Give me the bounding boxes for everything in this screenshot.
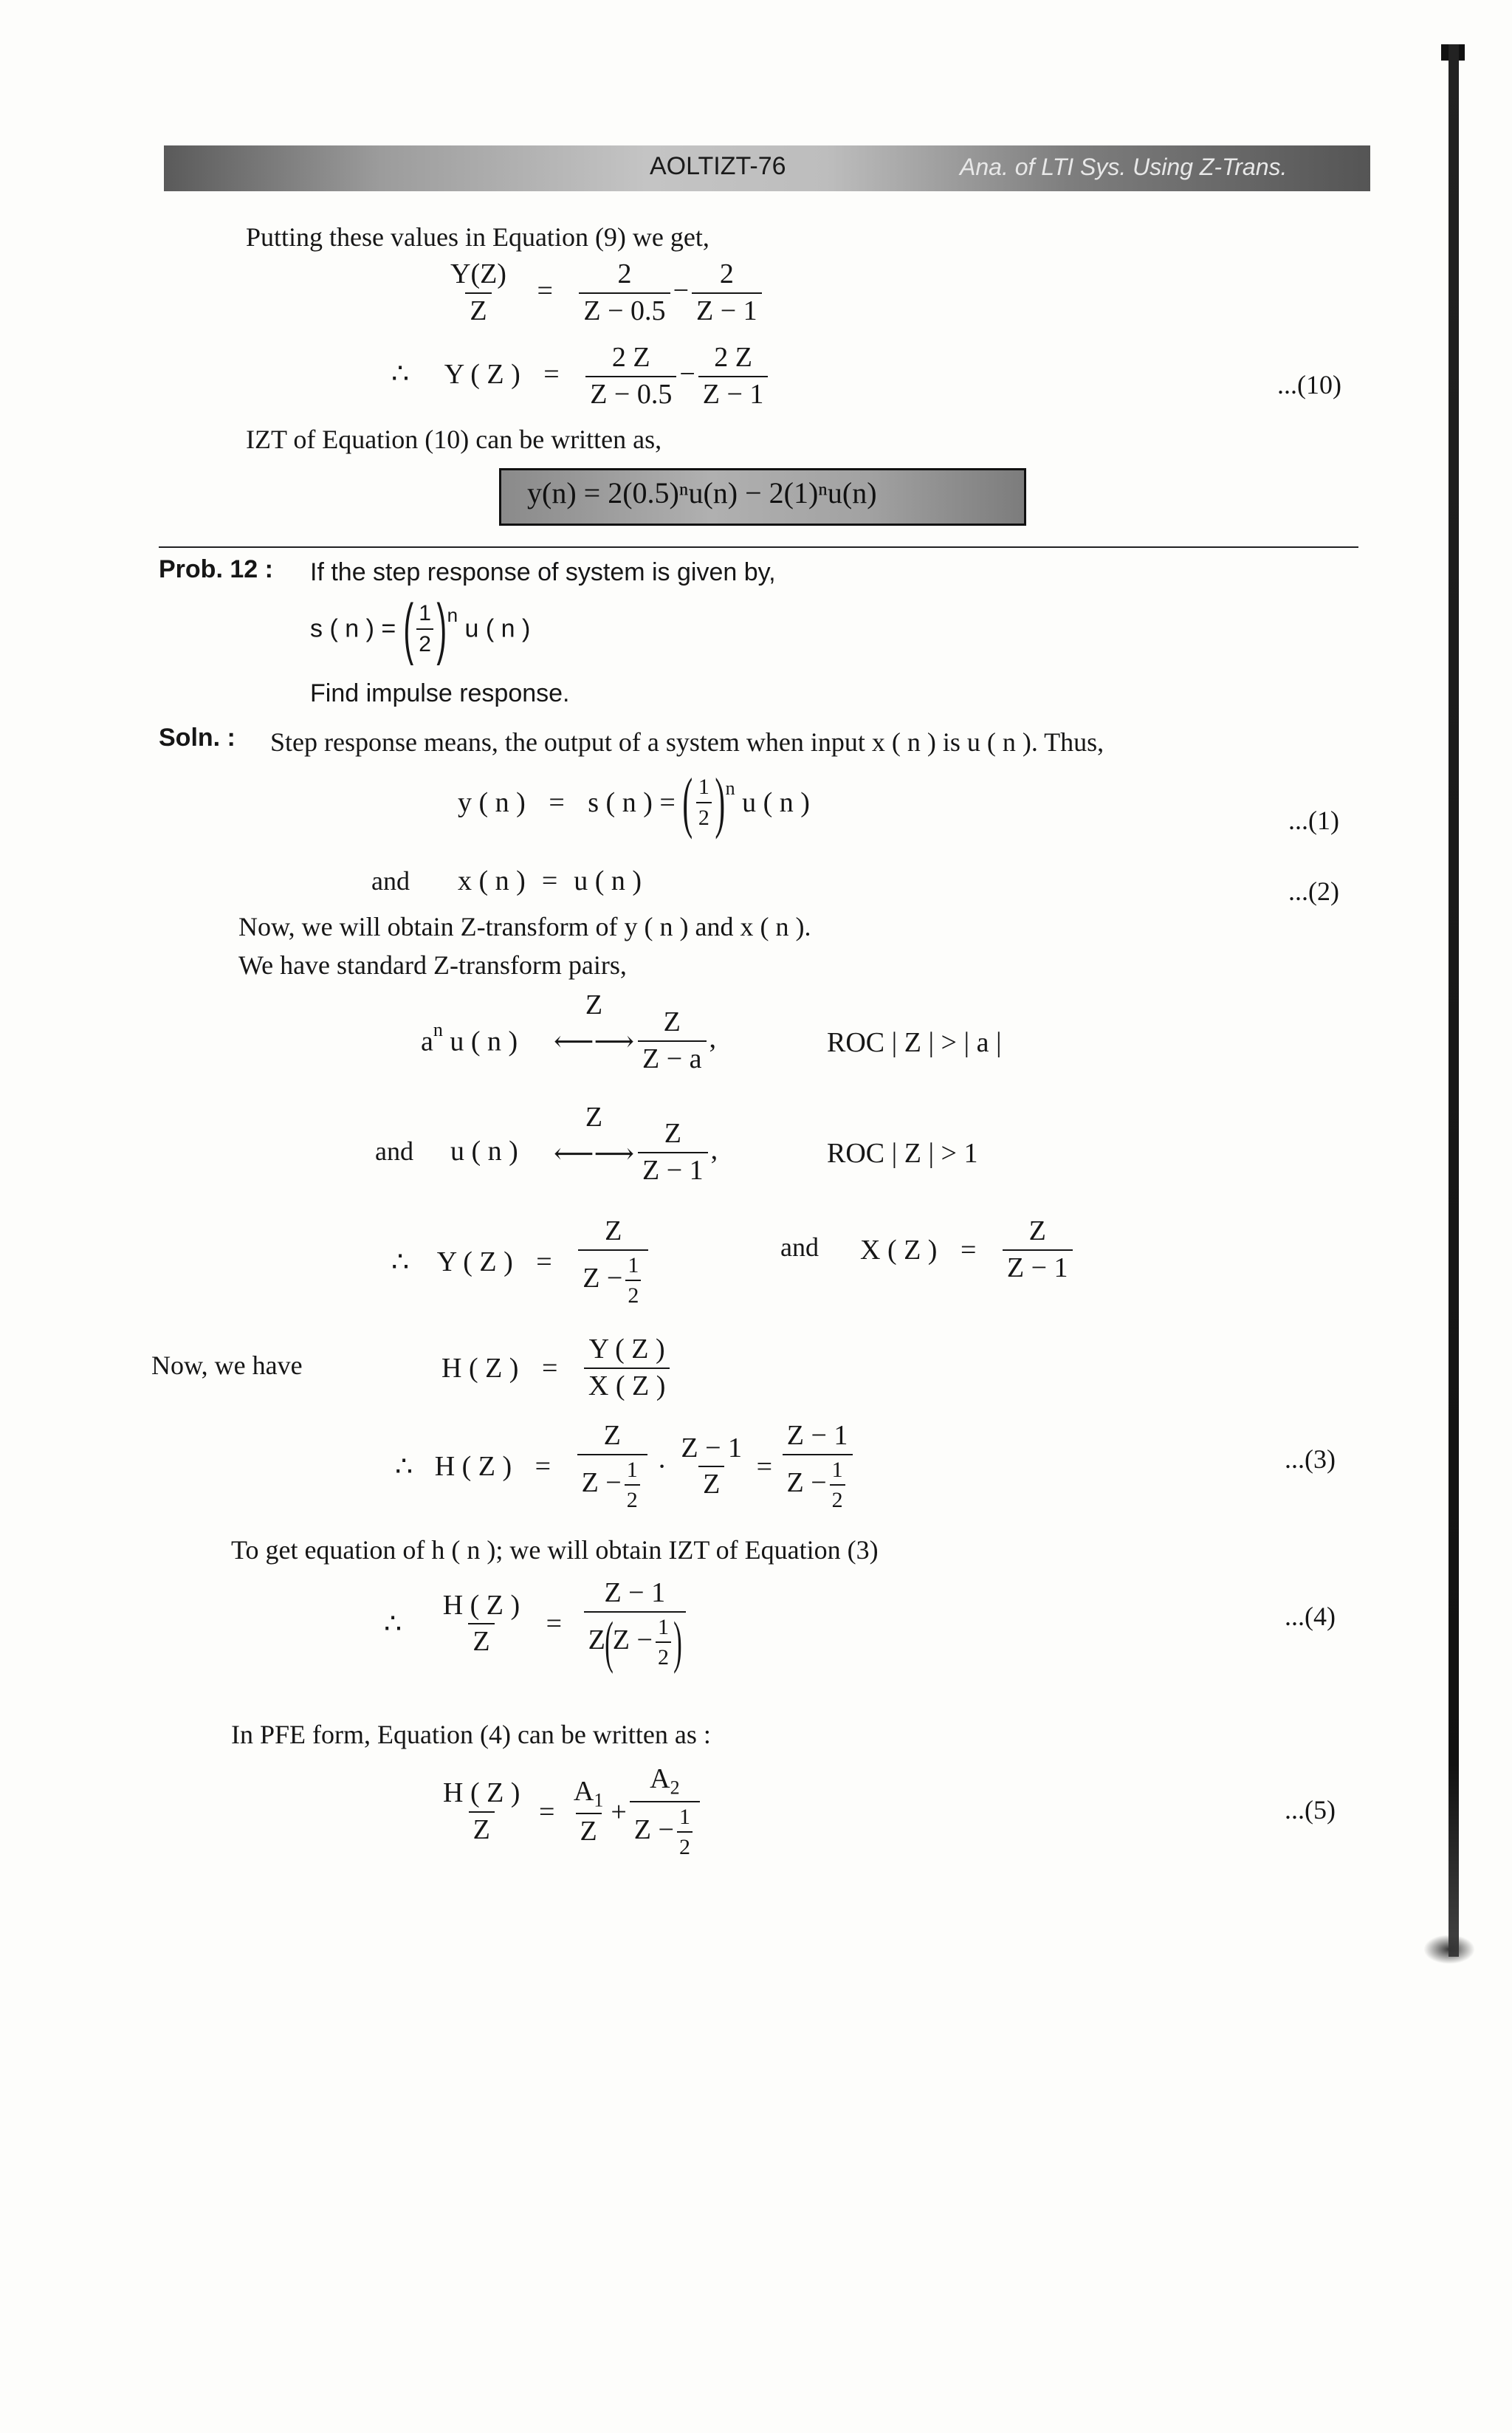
zt-pair-1-lhs: $a^n$ u ( n ): [421, 1019, 518, 1057]
equation-y-over-z: $\frac{Y(Z)}{Z}$ = $\frac{2}{Z - 0.5}$ − $\frac{2}{Z - 1}$: [443, 260, 765, 326]
solution-line-izt: To get equation of h ( n ); we will obtain IZT of Equation (3): [231, 1535, 879, 1565]
equation-1: y ( n ) = s ( n ) = ( $\frac{1}{2}$ )$^n$ u ( n ): [458, 764, 810, 840]
zt-pair-2-rhs: $\frac{Z}{Z - 1}$ ,: [635, 1119, 718, 1186]
equation-2: x ( n ) = u ( n ): [458, 865, 642, 896]
step-response-equation: s ( n ) = ( $\frac{1}{2}$ )$^n$ u ( n ): [310, 591, 531, 666]
solution-line-obtain: Now, we will obtain Z-transform of y ( n ) and x ( n ).: [238, 912, 811, 941]
equation-4: ∴ $\frac{H ( Z )}{Z}$ = Z − 1 Z(Z − $\frac{1}{2}$ ): [384, 1579, 689, 1670]
page-code: AOLTIZT-76: [650, 152, 786, 180]
roc-1: ROC | Z | > | a |: [827, 1027, 1002, 1058]
problem-find: Find impulse response.: [310, 679, 570, 707]
equation-y-of-z: ∴ Y ( Z ) = Z Z − $\frac{1}{2}$: [391, 1217, 651, 1308]
and-label-3: and: [780, 1232, 819, 1262]
equation-number-2: ...(2): [1288, 876, 1339, 906]
equation-x-of-z: X ( Z ) = $\frac{Z}{Z - 1}$: [860, 1217, 1076, 1283]
equation-number-4: ...(4): [1285, 1602, 1336, 1631]
page-edge-border: [1441, 44, 1463, 1957]
equation-3: ∴ H ( Z ) = Z Z − $\frac{1}{2}$ · $\frac{Z - 1}{Z}$ = Z − 1 Z − $\frac{1}{2}$: [395, 1421, 856, 1512]
equation-10: ∴ Y ( Z ) = $\frac{2 Z}{Z - 0.5}$ − $\frac{2 Z}{Z - 1}$: [391, 343, 771, 410]
zt-pair-2-lhs: u ( n ): [450, 1136, 518, 1167]
and-label-2: and: [375, 1136, 413, 1166]
zt-pair-2-arrow: Z ⟵⟶: [554, 1102, 634, 1170]
roc-2: ROC | Z | > 1: [827, 1138, 978, 1169]
running-title: Ana. of LTI Sys. Using Z-Trans.: [960, 154, 1288, 180]
solution-line-pairs: We have standard Z-transform pairs,: [238, 950, 627, 980]
problem-label: Prob. 12 :: [159, 555, 273, 583]
section-divider: [159, 546, 1358, 548]
problem-statement: If the step response of system is given by,: [310, 558, 776, 586]
zt-pair-1-arrow: Z ⟵⟶: [554, 989, 634, 1057]
and-label-1: and: [371, 866, 410, 896]
izt-text: IZT of Equation (10) can be written as,: [246, 425, 662, 454]
result-equation: y(n) = 2(0.5)ⁿu(n) − 2(1)ⁿu(n): [527, 476, 877, 509]
solution-label: Soln. :: [159, 724, 236, 752]
equation-number-10: ...(10): [1277, 370, 1341, 399]
zt-pair-1-rhs: $\frac{Z}{Z - a}$ ,: [635, 1008, 716, 1074]
equation-number-5: ...(5): [1285, 1795, 1336, 1825]
equation-number-1: ...(1): [1288, 806, 1339, 835]
equation-h-definition: H ( Z ) = $\frac{Y ( Z )}{X ( Z )}$: [441, 1335, 673, 1401]
solution-line-1: Step response means, the output of a system when input x ( n ) is u ( n ). Thus,: [270, 727, 1104, 757]
intro-text: Putting these values in Equation (9) we get,: [246, 222, 709, 252]
solution-line-pfe: In PFE form, Equation (4) can be written as :: [231, 1720, 711, 1749]
now-we-have-label: Now, we have: [151, 1351, 303, 1380]
equation-number-3: ...(3): [1285, 1444, 1336, 1474]
equation-5: $\frac{H ( Z )}{Z}$ = $\frac{A_1}{Z}$ + $A_2$ Z − $\frac{1}{2}$: [436, 1765, 703, 1859]
